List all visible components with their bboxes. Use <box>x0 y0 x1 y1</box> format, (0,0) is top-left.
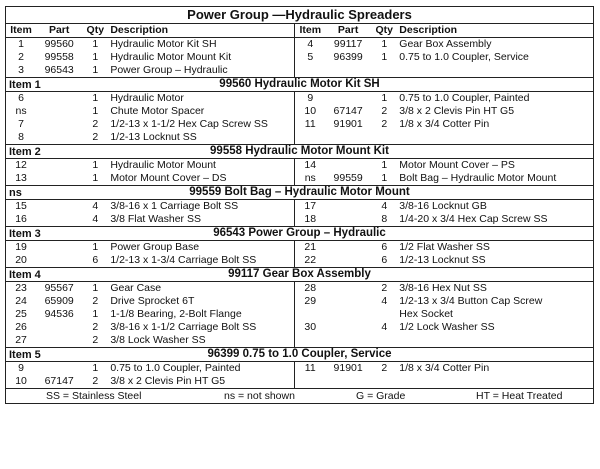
section-title: 99560 Hydraulic Motor Kit SH <box>219 78 380 90</box>
cell-part <box>325 92 371 105</box>
cell-part <box>325 64 371 77</box>
cell-qty: 2 <box>92 295 99 307</box>
table-row <box>6 308 593 321</box>
cell-part <box>36 118 82 131</box>
cell-item: 12 <box>15 159 27 171</box>
cell-part <box>36 254 82 267</box>
cell-desc: 1/2-13 x 1-3/4 Carriage Bolt SS <box>108 254 295 267</box>
section-header <box>6 347 593 362</box>
section-header <box>6 144 593 159</box>
cell-qty: 2 <box>381 362 388 374</box>
cell-part <box>325 295 371 308</box>
cell-desc: 0.75 to 1.0 Coupler, Painted <box>108 362 295 375</box>
parts-body <box>6 24 593 388</box>
cell-item: 24 <box>15 295 27 307</box>
cell-qty: 6 <box>381 254 388 266</box>
cell-item: 27 <box>15 334 27 346</box>
cell-part <box>36 159 82 172</box>
cell-desc: 3/8-16 Hex Nut SS <box>399 282 487 294</box>
table-row <box>6 362 593 375</box>
cell-qty <box>371 334 397 347</box>
cell-item <box>295 64 325 77</box>
table-row <box>6 159 593 172</box>
cell-qty: 1 <box>92 172 99 184</box>
cell-desc: 1/2-13 x 1-1/2 Hex Cap Screw SS <box>108 118 295 131</box>
table-row <box>6 321 593 334</box>
cell-item: 8 <box>18 131 24 143</box>
header-part: Part <box>325 24 371 38</box>
header-row <box>6 24 593 38</box>
section-label: Item 5 <box>9 349 41 361</box>
cell-desc: 1/2-13 x 3/4 Button Cap Screw <box>399 295 543 307</box>
cell-part <box>325 321 371 334</box>
cell-part: 99558 <box>44 51 74 63</box>
cell-desc: Gear Case <box>108 282 295 295</box>
cell-part: 94536 <box>44 308 74 320</box>
cell-item: 11 <box>304 118 316 130</box>
table-row <box>6 172 593 185</box>
section-title: 99117 Gear Box Assembly <box>228 268 371 280</box>
table-row <box>6 241 593 254</box>
parts-table <box>5 6 594 404</box>
section-title: 99559 Bolt Bag – Hydraulic Motor Mount <box>189 186 410 198</box>
section-header <box>6 226 593 241</box>
cell-desc: 1/8 x 3/4 Cotter Pin <box>399 362 490 374</box>
cell-item: ns <box>15 105 27 117</box>
cell-item: 18 <box>304 213 317 225</box>
cell-qty: 2 <box>92 118 99 130</box>
cell-item: 16 <box>15 213 27 225</box>
cell-item: 10 <box>304 105 317 117</box>
cell-item: 6 <box>18 92 24 104</box>
table-row <box>6 282 593 295</box>
cell-item: 10 <box>15 375 27 387</box>
cell-desc: 1/2-13 Locknut SS <box>108 131 295 144</box>
cell-part: 91901 <box>333 118 363 130</box>
table-row <box>6 200 593 213</box>
section-title: 96399 0.75 to 1.0 Coupler, Service <box>207 348 392 360</box>
table-row <box>6 213 593 226</box>
cell-desc <box>397 64 593 77</box>
cell-desc: 1/8 x 3/4 Cotter Pin <box>399 118 490 130</box>
section-label: ns <box>9 187 22 199</box>
cell-desc: Power Group Base <box>108 241 295 254</box>
table-row <box>6 254 593 267</box>
cell-part <box>325 131 371 144</box>
cell-part: 65909 <box>44 295 74 307</box>
cell-qty: 2 <box>381 118 388 130</box>
cell-item: ns <box>304 172 316 184</box>
cell-item <box>295 375 325 388</box>
cell-item: 1 <box>18 38 24 50</box>
cell-qty: 1 <box>381 159 388 171</box>
cell-qty <box>371 131 397 144</box>
cell-qty: 1 <box>92 51 99 63</box>
cell-desc: Hex Socket <box>399 308 453 320</box>
cell-desc: 1/2-13 Locknut SS <box>399 254 486 266</box>
section-table <box>6 159 593 185</box>
cell-item: 14 <box>304 159 317 171</box>
section-label: Item 4 <box>9 269 41 281</box>
cell-desc <box>397 375 593 388</box>
cell-part: 95567 <box>44 282 74 294</box>
cell-part <box>36 321 82 334</box>
cell-qty: 1 <box>92 159 99 171</box>
cell-desc <box>397 131 593 144</box>
cell-part <box>36 334 82 347</box>
cell-qty <box>371 308 397 321</box>
cell-desc: Hydraulic Motor Mount Kit <box>108 51 295 64</box>
section-title: 96543 Power Group – Hydraulic <box>213 227 386 239</box>
cell-item: 5 <box>307 51 314 63</box>
cell-desc: 3/8 x 2 Clevis Pin HT G5 <box>108 375 295 388</box>
cell-desc: Hydraulic Motor Mount <box>108 159 295 172</box>
cell-desc: 3/8 Lock Washer SS <box>108 334 295 347</box>
cell-qty: 1 <box>92 92 99 104</box>
cell-part <box>36 362 82 375</box>
cell-part <box>36 131 82 144</box>
cell-qty <box>371 64 397 77</box>
cell-desc: Gear Box Assembly <box>399 38 492 50</box>
cell-part: 99117 <box>333 38 363 50</box>
cell-part <box>36 241 82 254</box>
cell-item: 13 <box>15 172 27 184</box>
cell-part: 96399 <box>333 51 363 63</box>
cell-qty: 8 <box>381 213 388 225</box>
section-label: Item 1 <box>9 79 41 91</box>
cell-item: 20 <box>15 254 27 266</box>
cell-part <box>36 172 82 185</box>
cell-desc: 0.75 to 1.0 Coupler, Service <box>399 51 529 63</box>
cell-item: 21 <box>304 241 317 253</box>
cell-item: 4 <box>307 38 314 50</box>
cell-item: 29 <box>304 295 317 307</box>
section-table <box>6 282 593 347</box>
cell-item: 7 <box>18 118 24 130</box>
section-title: 99558 Hydraulic Motor Mount Kit <box>210 145 389 157</box>
section-table <box>6 200 593 226</box>
cell-item: 17 <box>304 200 317 212</box>
cell-part <box>325 308 371 321</box>
cell-qty: 4 <box>381 321 388 333</box>
table-row <box>6 334 593 347</box>
section-label: Item 3 <box>9 228 41 240</box>
cell-part: 96543 <box>44 64 74 76</box>
table-row <box>6 92 593 105</box>
cell-qty: 1 <box>92 38 99 50</box>
cell-item <box>295 131 325 144</box>
cell-part: 91901 <box>333 362 363 374</box>
cell-item: 19 <box>15 241 27 253</box>
cell-qty: 4 <box>381 200 388 212</box>
cell-part <box>325 159 371 172</box>
cell-qty: 2 <box>92 334 99 346</box>
cell-qty: 6 <box>381 241 388 253</box>
cell-item <box>295 308 325 321</box>
cell-part <box>36 105 82 118</box>
header-item: Item <box>6 24 36 38</box>
cell-part <box>325 375 371 388</box>
cell-item: 23 <box>15 282 27 294</box>
cell-item: 30 <box>304 321 317 333</box>
table-row <box>6 118 593 131</box>
table-row <box>6 38 593 52</box>
legend <box>6 388 593 403</box>
cell-qty: 1 <box>92 241 99 253</box>
header-part: Part <box>36 24 82 38</box>
cell-part: 99560 <box>44 38 74 50</box>
cell-desc: 3/8 Flat Washer SS <box>108 213 295 226</box>
main-table <box>6 24 593 77</box>
cell-desc: Hydraulic Motor <box>108 92 295 105</box>
section-table <box>6 362 593 388</box>
cell-desc: Drive Sprocket 6T <box>108 295 295 308</box>
cell-desc <box>397 334 593 347</box>
cell-desc: Power Group – Hydraulic <box>108 64 295 77</box>
cell-qty: 1 <box>92 362 99 374</box>
cell-item: 26 <box>15 321 27 333</box>
section-header <box>6 185 593 200</box>
header-desc: Description <box>397 24 593 38</box>
cell-desc: 1/4-20 x 3/4 Hex Cap Screw SS <box>399 213 548 225</box>
cell-desc: 3/8-16 Locknut GB <box>399 200 487 212</box>
table-row <box>6 51 593 64</box>
cell-item: 11 <box>304 362 316 374</box>
cell-qty <box>371 375 397 388</box>
cell-desc: 3/8-16 x 1 Carriage Bolt SS <box>108 200 295 213</box>
cell-part <box>325 241 371 254</box>
cell-desc: 0.75 to 1.0 Coupler, Painted <box>399 92 530 104</box>
cell-qty: 4 <box>92 200 99 212</box>
cell-desc: Motor Mount Cover – PS <box>399 159 515 171</box>
cell-item: 9 <box>18 362 24 374</box>
table-row <box>6 64 593 77</box>
legend-ht: HT = Heat Treated <box>476 390 563 402</box>
table-row <box>6 295 593 308</box>
cell-part: 67147 <box>44 375 74 387</box>
cell-part <box>325 213 371 226</box>
cell-qty: 1 <box>92 105 99 117</box>
cell-part <box>36 200 82 213</box>
cell-qty: 6 <box>92 254 99 266</box>
cell-qty: 2 <box>92 131 99 143</box>
cell-item: 9 <box>307 92 314 104</box>
legend-ss: SS = Stainless Steel <box>46 390 142 402</box>
cell-part <box>36 92 82 105</box>
cell-qty: 1 <box>381 38 388 50</box>
cell-item: 15 <box>15 200 27 212</box>
header-qty: Qty <box>82 24 108 38</box>
cell-qty: 4 <box>381 295 388 307</box>
cell-item: 3 <box>18 64 24 76</box>
cell-qty: 2 <box>381 282 388 294</box>
cell-desc: 1/2 Flat Washer SS <box>399 241 490 253</box>
cell-desc: 3/8-16 x 1-1/2 Carriage Bolt SS <box>108 321 295 334</box>
section-header <box>6 267 593 282</box>
page-title: Power Group —Hydraulic Spreaders <box>6 7 593 24</box>
cell-desc: Hydraulic Motor Kit SH <box>108 38 295 52</box>
cell-desc: 3/8 x 2 Clevis Pin HT G5 <box>399 105 515 117</box>
cell-desc: 1/2 Lock Washer SS <box>399 321 495 333</box>
cell-item: 2 <box>18 51 24 63</box>
cell-part: 99559 <box>333 172 363 184</box>
legend-grade: G = Grade <box>356 390 406 402</box>
cell-qty: 1 <box>92 282 99 294</box>
section-header <box>6 77 593 92</box>
cell-qty: 1 <box>381 172 388 184</box>
cell-part <box>36 213 82 226</box>
cell-item <box>295 334 325 347</box>
section-table <box>6 241 593 267</box>
table-row <box>6 131 593 144</box>
cell-qty: 1 <box>92 308 99 320</box>
cell-qty: 4 <box>92 213 99 225</box>
table-row <box>6 375 593 388</box>
header-item: Item <box>295 24 325 38</box>
cell-qty: 2 <box>92 321 99 333</box>
cell-part <box>325 200 371 213</box>
cell-qty: 1 <box>381 51 388 63</box>
cell-part <box>325 282 371 295</box>
cell-desc: Bolt Bag – Hydraulic Motor Mount <box>399 172 557 184</box>
cell-qty: 2 <box>381 105 388 117</box>
cell-qty: 2 <box>92 375 99 387</box>
cell-qty: 1 <box>92 64 99 76</box>
cell-item: 22 <box>304 254 317 266</box>
cell-desc: Motor Mount Cover – DS <box>108 172 295 185</box>
header-desc: Description <box>108 24 295 38</box>
section-label: Item 2 <box>9 146 41 158</box>
header-qty: Qty <box>371 24 397 38</box>
cell-desc: Chute Motor Spacer <box>108 105 295 118</box>
table-row <box>6 105 593 118</box>
section-table <box>6 92 593 144</box>
cell-part: 67147 <box>333 105 363 117</box>
cell-item: 28 <box>304 282 317 294</box>
cell-part <box>325 254 371 267</box>
cell-qty: 1 <box>381 92 388 104</box>
cell-desc: 1-1/8 Bearing, 2-Bolt Flange <box>108 308 295 321</box>
cell-part <box>325 334 371 347</box>
cell-item: 25 <box>15 308 27 320</box>
legend-ns: ns = not shown <box>224 390 295 402</box>
